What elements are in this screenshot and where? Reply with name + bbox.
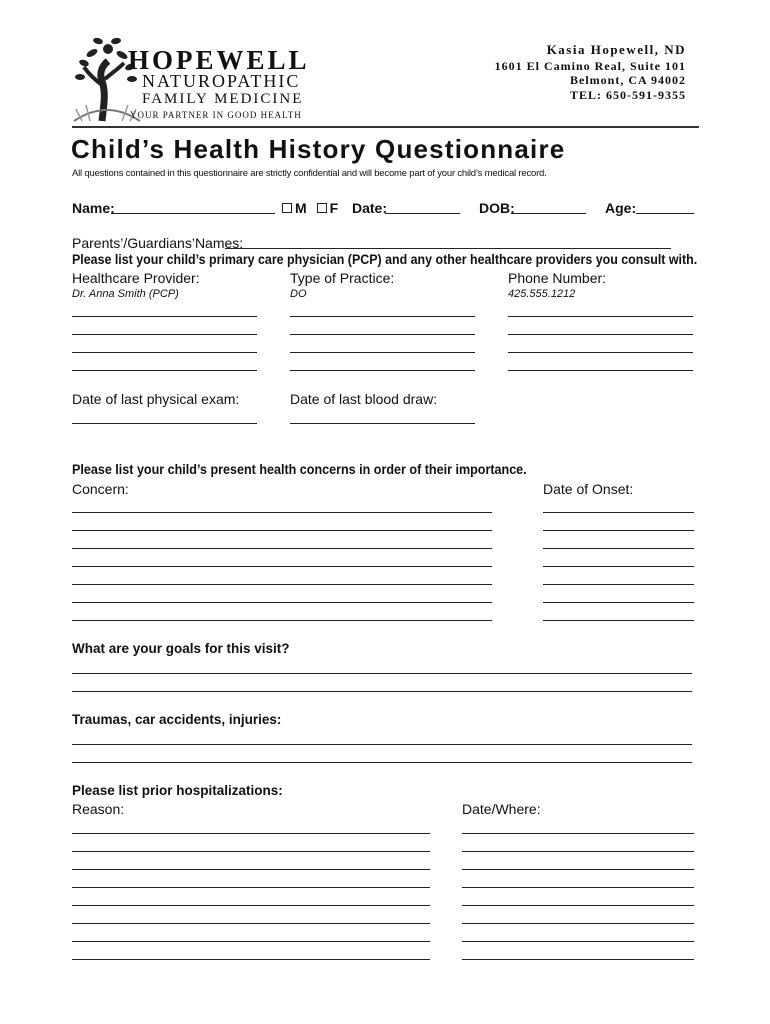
onset-column-header: Date of Onset: — [543, 481, 634, 497]
age-label: Age: — [605, 200, 637, 216]
concern-field[interactable] — [72, 620, 492, 621]
goals-field[interactable] — [72, 691, 692, 692]
reason-field[interactable] — [72, 905, 430, 906]
goals-field[interactable] — [72, 673, 692, 674]
brand-subtitle-2: FAMILY MEDICINE — [142, 91, 304, 107]
reason-field[interactable] — [72, 833, 430, 834]
goals-prompt: What are your goals for this visit? — [72, 641, 290, 656]
onset-field[interactable] — [543, 620, 694, 621]
date-where-field[interactable] — [462, 851, 694, 852]
date-where-field[interactable] — [462, 905, 694, 906]
phone-column-header: Phone Number: — [508, 270, 607, 286]
parents-field[interactable] — [225, 248, 671, 249]
brand-name: HOPEWELL — [128, 45, 310, 75]
concern-field[interactable] — [72, 584, 492, 585]
brand-subtitle: NATUROPATHIC — [142, 71, 301, 91]
dob-label: DOB: — [479, 200, 515, 216]
reason-field[interactable] — [72, 869, 430, 870]
page-title: Child’s Health History Questionnaire — [71, 134, 566, 164]
providers-prompt: Please list your child’s primary care physician (PCP) and any other healthcare providers you consult with. — [72, 252, 698, 267]
reason-field[interactable] — [72, 941, 430, 942]
date-where-field[interactable] — [462, 959, 694, 960]
address-line-2: Belmont, CA 94002 — [570, 73, 686, 87]
brand-tagline: YOUR PARTNER IN GOOD HEALTH — [130, 110, 302, 120]
date-where-column-header: Date/Where: — [462, 801, 541, 817]
sex-m-checkbox[interactable] — [282, 203, 292, 213]
phone-field[interactable] — [508, 334, 693, 335]
practice-type-field[interactable] — [290, 370, 475, 371]
concern-field[interactable] — [72, 530, 492, 531]
date-field[interactable] — [385, 213, 460, 214]
practice-type-field[interactable] — [290, 334, 475, 335]
reason-field[interactable] — [72, 887, 430, 888]
phone-field[interactable] — [508, 352, 693, 353]
dob-field[interactable] — [511, 213, 586, 214]
name-label: Name: — [72, 200, 115, 216]
provider-field[interactable] — [72, 316, 257, 317]
date-where-field[interactable] — [462, 869, 694, 870]
practice-type-column-header: Type of Practice: — [290, 270, 395, 286]
provider-field[interactable] — [72, 352, 257, 353]
concern-field[interactable] — [72, 548, 492, 549]
address-line-1: 1601 El Camino Real, Suite 101 — [494, 59, 686, 73]
last-physical-label: Date of last physical exam: — [72, 391, 240, 407]
provider-column-header: Healthcare Provider: — [72, 270, 200, 286]
sex-f-label: F — [329, 200, 339, 216]
onset-field[interactable] — [543, 566, 694, 567]
doctor-name: Kasia Hopewell, ND — [546, 42, 686, 57]
confidential-note: All questions contained in this questionnaire are strictly confidential and will become part of your child’s medical record. — [72, 168, 547, 179]
age-field[interactable] — [636, 213, 694, 214]
parents-label: Parents’/Guardians’Names: — [72, 235, 244, 251]
concerns-prompt: Please list your child’s present health concerns in order of their importance. — [72, 462, 527, 477]
reason-field[interactable] — [72, 923, 430, 924]
sex-selector — [282, 200, 338, 216]
traumas-field[interactable] — [72, 744, 692, 745]
example-provider: Dr. Anna Smith (PCP) — [72, 288, 179, 300]
onset-field[interactable] — [543, 530, 694, 531]
phone-field[interactable] — [508, 370, 693, 371]
traumas-field[interactable] — [72, 762, 692, 763]
example-phone: 425.555.1212 — [508, 288, 576, 300]
onset-field[interactable] — [543, 602, 694, 603]
concern-column-header: Concern: — [72, 481, 129, 497]
provider-field[interactable] — [72, 334, 257, 335]
name-field[interactable] — [111, 213, 275, 214]
sex-m-label: M — [295, 200, 307, 216]
example-practice-type: DO — [290, 288, 307, 300]
provider-field[interactable] — [72, 370, 257, 371]
phone-number: TEL: 650-591-9355 — [570, 88, 686, 102]
reason-field[interactable] — [72, 959, 430, 960]
date-where-field[interactable] — [462, 887, 694, 888]
last-blood-draw-label: Date of last blood draw: — [290, 391, 438, 407]
hospitalizations-prompt: Please list prior hospitalizations: — [72, 783, 283, 798]
date-label: Date: — [352, 200, 388, 216]
sex-f-checkbox[interactable] — [317, 203, 327, 213]
last-physical-field[interactable] — [72, 423, 257, 424]
header-divider — [72, 126, 699, 128]
reason-column-header: Reason: — [72, 801, 125, 817]
onset-field[interactable] — [543, 512, 694, 513]
date-where-field[interactable] — [462, 941, 694, 942]
phone-field[interactable] — [508, 316, 693, 317]
practice-type-field[interactable] — [290, 316, 475, 317]
concern-field[interactable] — [72, 512, 492, 513]
onset-field[interactable] — [543, 548, 694, 549]
date-where-field[interactable] — [462, 923, 694, 924]
practice-type-field[interactable] — [290, 352, 475, 353]
onset-field[interactable] — [543, 584, 694, 585]
last-blood-draw-field[interactable] — [290, 423, 475, 424]
traumas-prompt: Traumas, car accidents, injuries: — [72, 712, 282, 727]
concern-field[interactable] — [72, 602, 492, 603]
concern-field[interactable] — [72, 566, 492, 567]
date-where-field[interactable] — [462, 833, 694, 834]
reason-field[interactable] — [72, 851, 430, 852]
